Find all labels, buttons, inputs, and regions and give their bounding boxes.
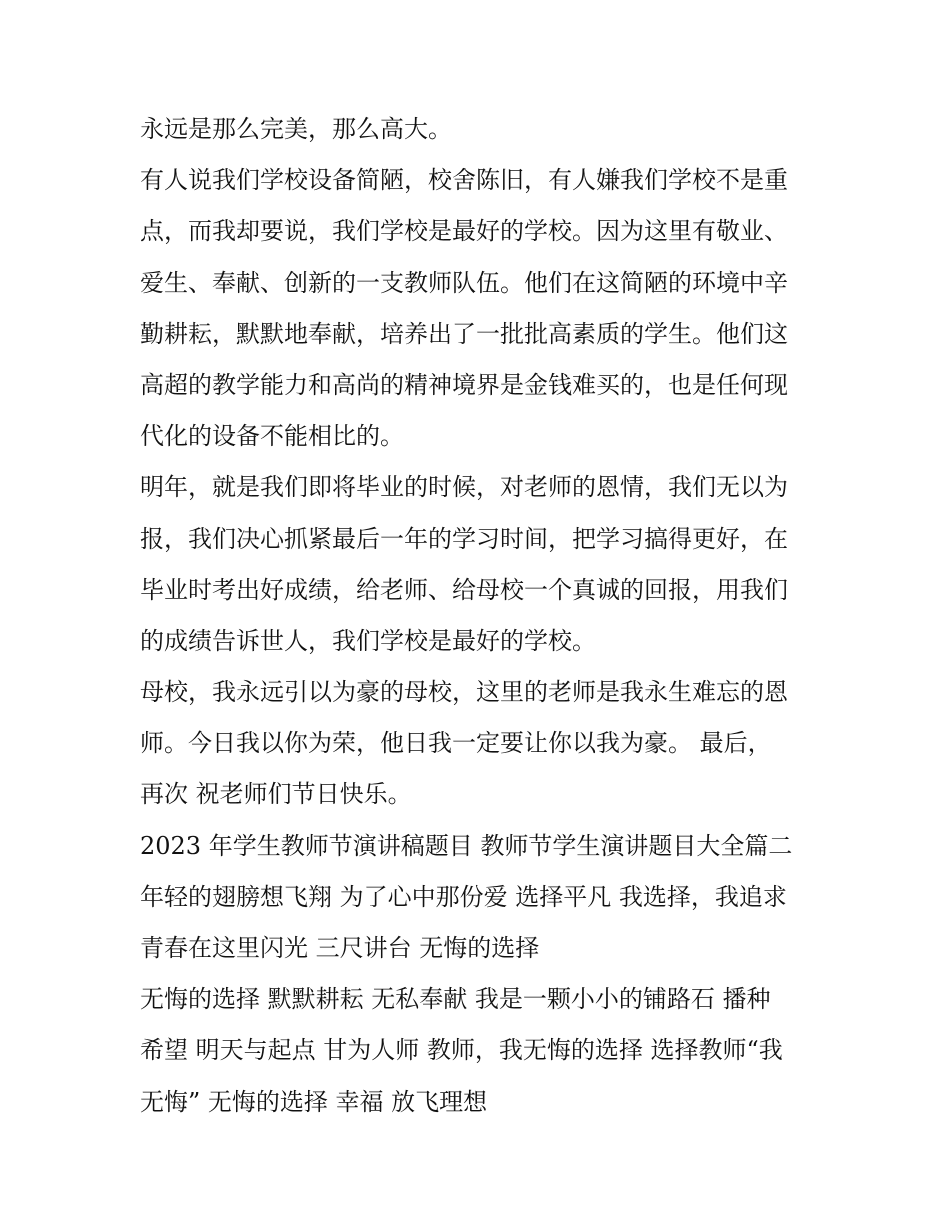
text-line: 有人说我们学校设备简陋，校舍陈旧，有人嫌我们学校不是重 [140,166,788,195]
text-line: 明年，就是我们即将毕业的时候，对老师的恩情，我们无以为 [140,473,788,502]
text-line: 再次 祝老师们节日快乐。 [140,780,412,809]
text-line: 2023 年学生教师节演讲稿题目 教师节学生演讲题目大全篇二 [140,831,793,860]
text-line: 勤耕耘，默默地奉献，培养出了一批批高素质的学生。他们这 [140,319,788,348]
text-line: 爱生、奉献、创新的一支教师队伍。他们在这简陋的环境中辛 [140,268,788,297]
text-line: 的成绩告诉世人，我们学校是最好的学校。 [140,626,596,655]
text-line: 师。今日我以你为荣，他日我一定要让你以我为豪。 最后， [140,729,772,758]
text-line: 高超的教学能力和高尚的精神境界是金钱难买的，也是任何现 [140,370,788,399]
text-line: 无悔” 无悔的选择 幸福 放飞理想 [140,1087,488,1116]
text-line: 年轻的翅膀想飞翔 为了心中那份爱 选择平凡 我选择，我追求 [140,882,787,911]
text-line: 代化的设备不能相比的。 [140,422,404,451]
text-line: 青春在这里闪光 三尺讲台 无悔的选择 [140,934,540,962]
text-line: 母校，我永远引以为豪的母校，这里的老师是我永生难忘的恩 [140,678,788,707]
text-line: 报，我们决心抓紧最后一年的学习时间，把学习搞得更好，在 [140,524,788,553]
text-line: 无悔的选择 默默耕耘 无私奉献 我是一颗小小的铺路石 播种 [140,985,771,1014]
text-line: 希望 明天与起点 甘为人师 教师，我无悔的选择 选择教师“我 [140,1036,783,1065]
text-line: 永远是那么完美，那么高大。 [140,115,452,143]
text-line: 点，而我却要说，我们学校是最好的学校。因为这里有敬业、 [140,217,788,246]
text-line: 毕业时考出好成绩，给老师、给母校一个真诚的回报，用我们 [140,575,788,604]
document-body [140,104,820,1128]
